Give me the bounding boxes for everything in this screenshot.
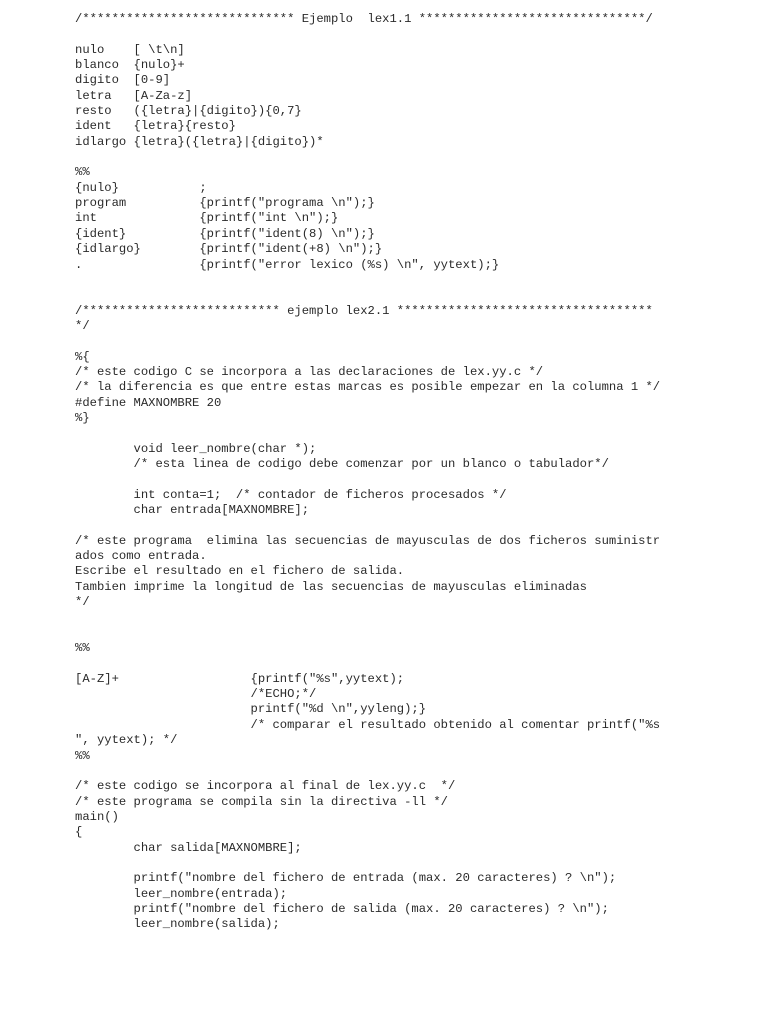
code-line: /* esta linea de codigo debe comenzar por un blanco o tabulador*/ — [75, 456, 609, 471]
code-line: */ — [75, 318, 90, 333]
code-line — [75, 764, 765, 779]
code-line — [75, 334, 765, 349]
code-line: main() — [75, 809, 119, 824]
code-line: %% — [75, 748, 90, 763]
code-line: /* este programa se compila sin la directiva -ll */ — [75, 794, 448, 809]
code-line: . {printf("error lexico (%s) \n", yytext);} — [75, 257, 500, 272]
code-line: char entrada[MAXNOMBRE]; — [75, 503, 310, 517]
code-line: %} — [75, 410, 90, 425]
code-line — [75, 426, 765, 441]
code-line: nulo [ \t\n] — [75, 42, 185, 57]
code-line: /***************************** Ejemplo lex1.1 *******************************/ — [75, 12, 653, 26]
code-line — [75, 656, 765, 671]
code-line: /* la diferencia es que entre estas marcas es posible empezar en la columna 1 */ — [75, 380, 661, 395]
code-line — [75, 288, 765, 303]
code-listing — [75, 12, 765, 933]
code-line: ident {letra}{resto} — [75, 119, 236, 134]
code-line: %{ — [75, 349, 90, 364]
code-line — [75, 626, 765, 641]
code-line: blanco {nulo}+ — [75, 58, 185, 73]
code-line: /*ECHO;*/ — [75, 687, 317, 702]
code-line: %% — [75, 641, 90, 656]
code-line: program {printf("programa \n");} — [75, 196, 375, 211]
code-line: ", yytext); */ — [75, 733, 178, 748]
code-line: resto ({letra}|{digito}){0,7} — [75, 104, 302, 119]
code-line: int {printf("int \n");} — [75, 211, 339, 226]
code-line — [75, 472, 765, 487]
code-line: /* este codigo se incorpora al final de lex.yy.c */ — [75, 779, 456, 794]
code-line: %% — [75, 165, 90, 180]
code-line: printf("%d \n",yyleng);} — [75, 702, 427, 717]
code-line: { — [75, 825, 83, 840]
code-line: /*************************** ejemplo lex2.1 *********************************** — [75, 303, 653, 318]
code-line: digito [0-9] — [75, 73, 171, 88]
code-line — [75, 856, 765, 871]
code-line: [A-Z]+ {printf("%s",yytext); — [75, 671, 405, 686]
code-line — [75, 518, 765, 533]
code-line — [75, 150, 765, 165]
code-line: */ — [75, 595, 90, 610]
code-line: /* este programa elimina las secuencias de mayusculas de dos ficheros suministr — [75, 533, 661, 548]
code-line: printf("nombre del fichero de entrada (max. 20 caracteres) ? \n"); — [75, 871, 617, 886]
code-line: idlargo {letra}({letra}|{digito})* — [75, 134, 324, 149]
code-line: printf("nombre del fichero de salida (max. 20 caracteres) ? \n"); — [75, 901, 609, 916]
code-line: void leer_nombre(char *); — [75, 441, 317, 456]
code-line — [75, 27, 765, 42]
code-line: int conta=1; /* contador de ficheros procesados */ — [75, 487, 507, 502]
code-line — [75, 610, 765, 625]
code-line: /* este codigo C se incorpora a las declaraciones de lex.yy.c */ — [75, 364, 544, 379]
code-line: leer_nombre(salida); — [75, 917, 280, 932]
code-line: {ident} {printf("ident(8) \n");} — [75, 226, 375, 241]
code-line: leer_nombre(entrada); — [75, 886, 288, 901]
code-line: {idlargo} {printf("ident(+8) \n");} — [75, 242, 383, 257]
code-line: {nulo} ; — [75, 180, 207, 195]
code-line: Tambien imprime la longitud de las secuencias de mayusculas eliminadas — [75, 579, 587, 594]
code-line: ados como entrada. — [75, 549, 207, 564]
code-line: Escribe el resultado en el fichero de salida. — [75, 564, 405, 579]
code-line — [75, 273, 765, 288]
code-line: char salida[MAXNOMBRE]; — [75, 840, 302, 855]
code-line: /* comparar el resultado obtenido al comentar printf("%s — [75, 717, 661, 732]
code-line: #define MAXNOMBRE 20 — [75, 395, 222, 410]
code-line: letra [A-Za-z] — [75, 88, 193, 103]
